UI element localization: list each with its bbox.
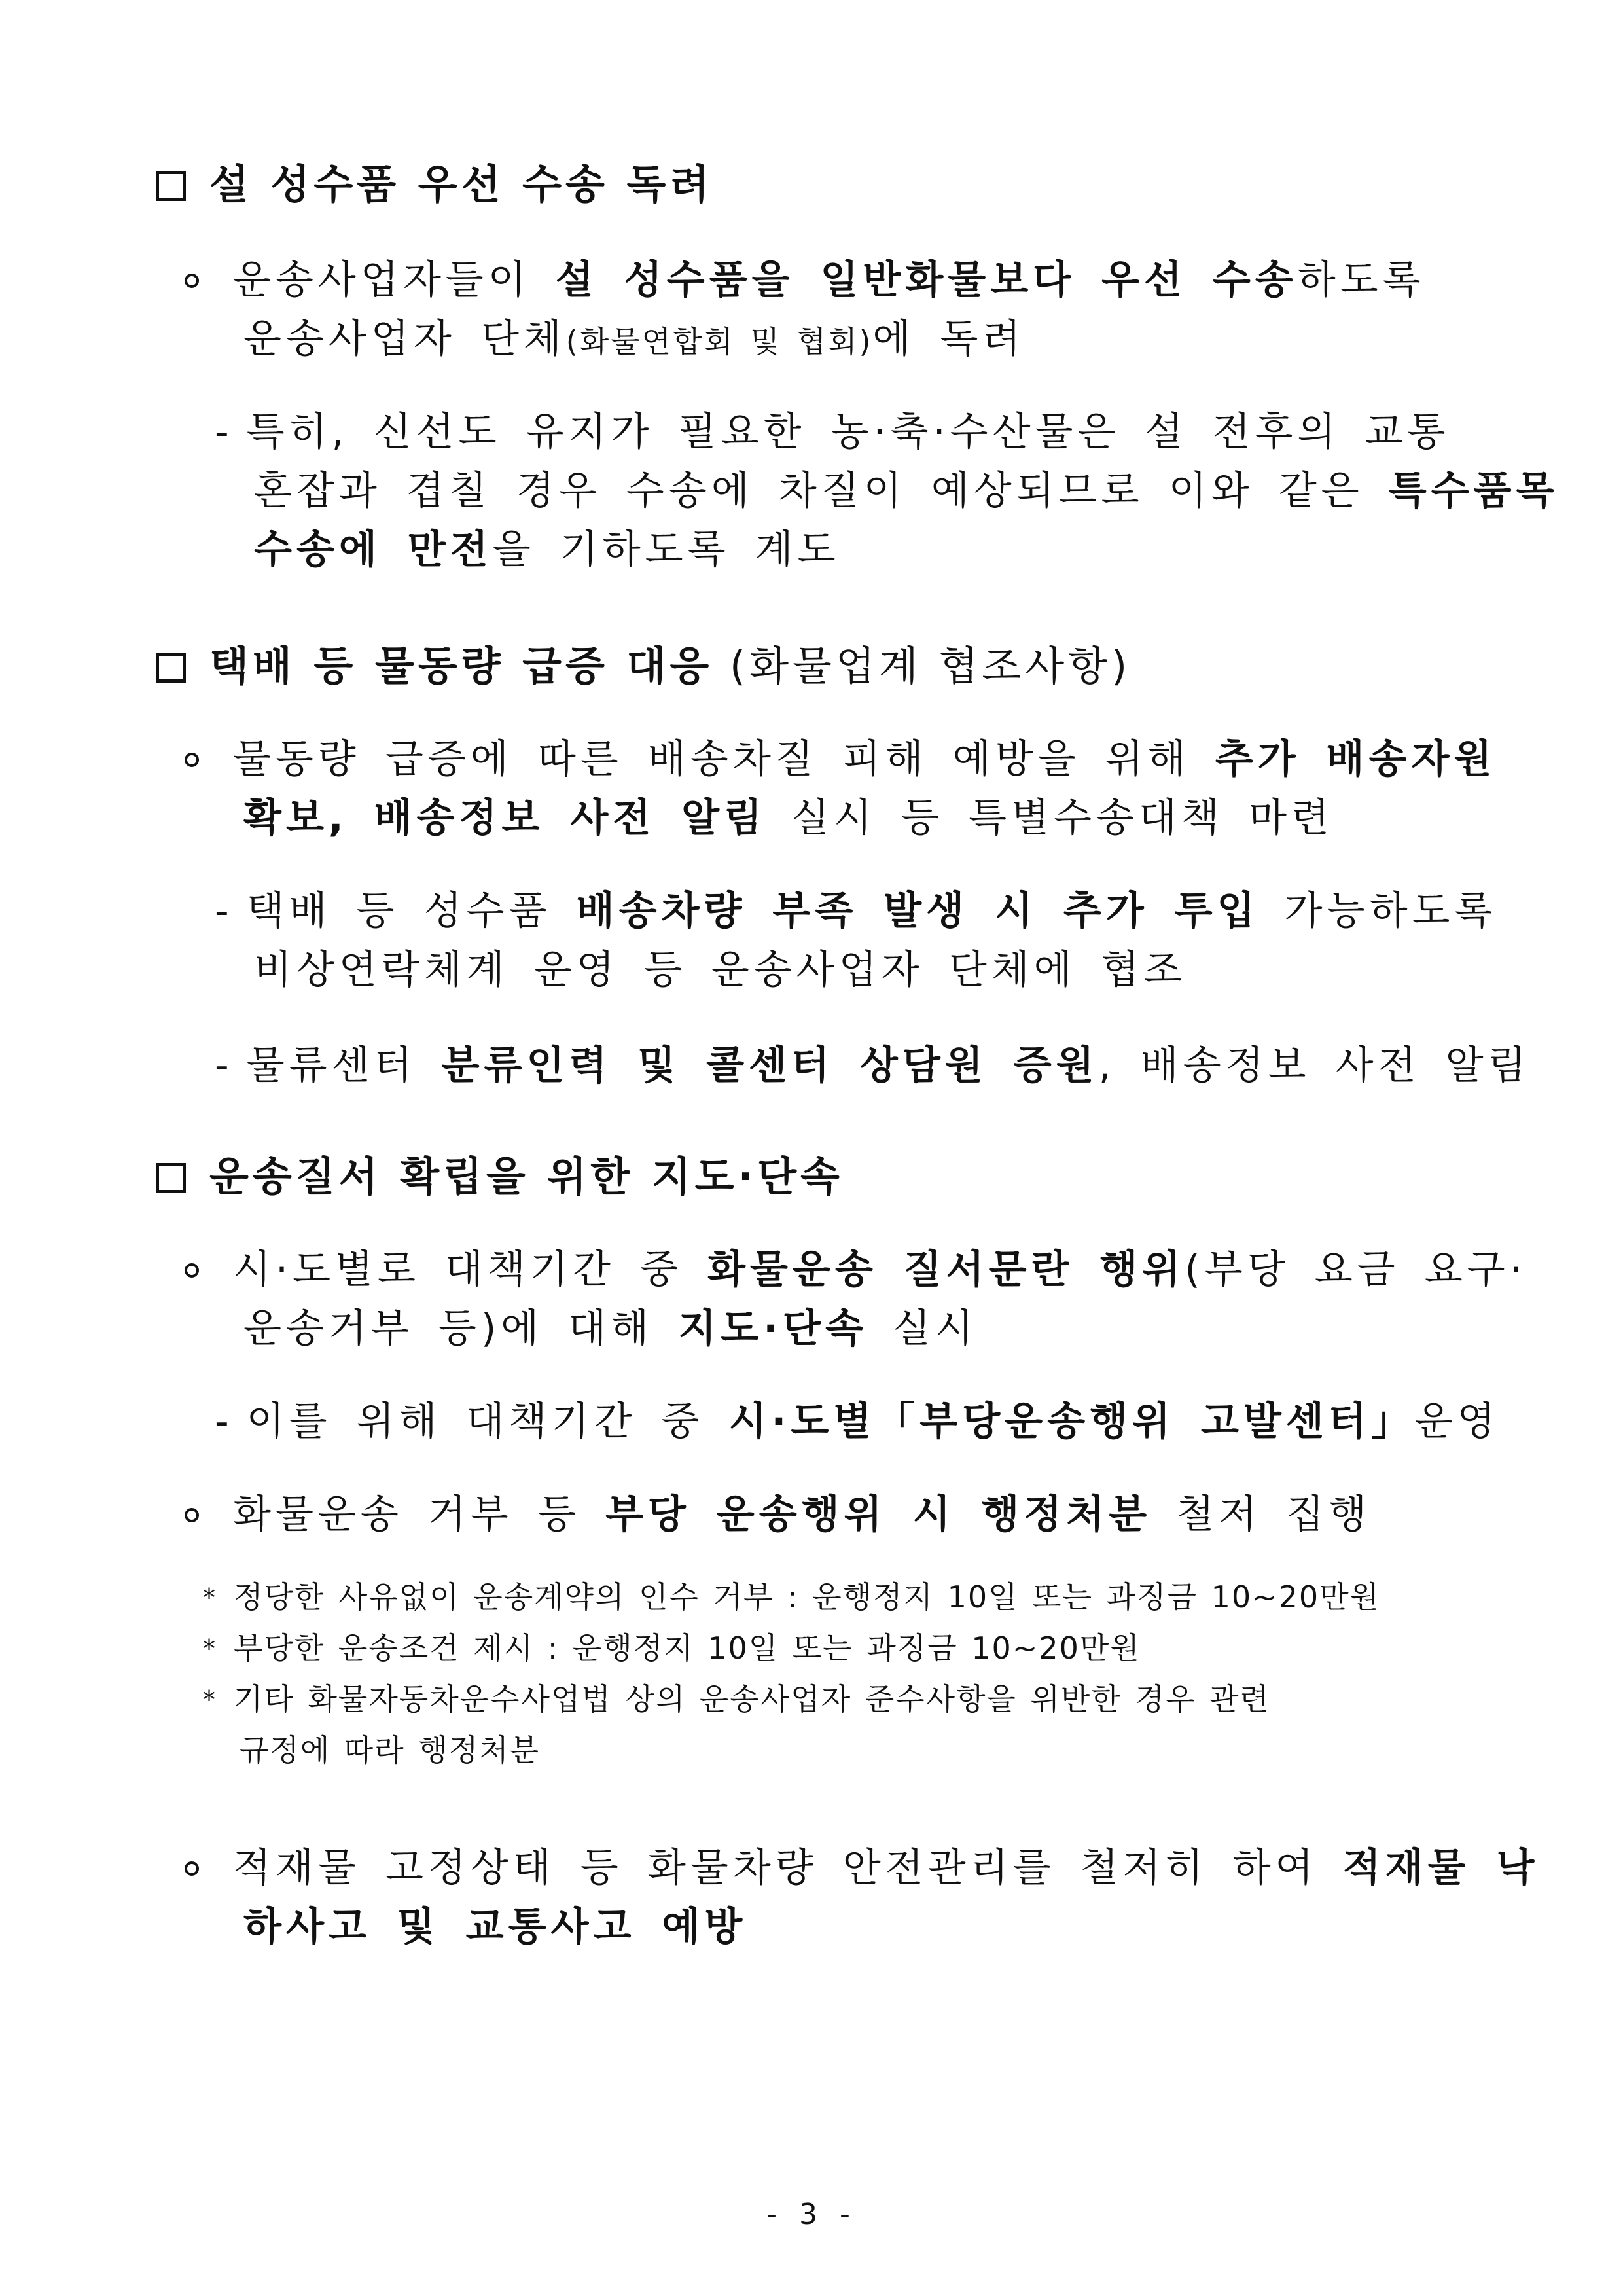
asterisk-icon: * bbox=[203, 1583, 217, 1612]
dash-bullet: - bbox=[215, 409, 234, 455]
checkbox-square-icon bbox=[156, 1163, 186, 1193]
footnote-item: * 부당한 운송조건 제시 : 운행정지 10일 또는 과징금 10~20만원 bbox=[203, 1630, 1141, 1666]
bullet-item-continuation: 하사고 및 교통사고 예방 bbox=[243, 1904, 747, 1950]
bullet-item: 적재물 고정상태 등 화물차량 안전관리를 철저히 하여 적재물 낙 bbox=[185, 1837, 1539, 1893]
bullet-item: 시·도별로 대책기간 중 화물운송 질서문란 행위(부당 요금 요구· bbox=[185, 1238, 1527, 1295]
footnote-item: * 정당한 사유없이 운송계약의 인수 거부 : 운행정지 10일 또는 과징금 10~20만원 bbox=[203, 1579, 1381, 1615]
dash-bullet: - bbox=[215, 888, 234, 934]
page-number: - 3 - bbox=[766, 2198, 857, 2231]
dash-item: - 택배 등 성수품 배송차량 부족 발생 시 추가 투입 가능하도록 bbox=[215, 888, 1497, 934]
dash-item: - 특히, 신선도 유지가 필요한 농·축·수산물은 설 전후의 교통 bbox=[215, 409, 1450, 455]
checkbox-square-icon bbox=[156, 171, 186, 201]
dash-item-continuation: 수송에 만전을 기하도록 계도 bbox=[254, 527, 840, 573]
section-title-2: 택배 등 물동량 급증 대응 (화물업계 협조사항) bbox=[156, 634, 1131, 692]
asterisk-icon: * bbox=[203, 1634, 217, 1663]
section-title-3: 운송질서 확립을 위한 지도·단속 bbox=[156, 1144, 844, 1202]
bullet-item: 화물운송 거부 등 부당 운송행위 시 행정처분 철저 집행 bbox=[185, 1483, 1371, 1539]
footnote-item: * 기타 화물자동차운수사업법 상의 운송사업자 준수사항을 위반한 경우 관련 bbox=[203, 1681, 1270, 1717]
bullet-item: 물동량 급증에 따른 배송차질 피해 예방을 위해 추가 배송자원 bbox=[185, 728, 1496, 784]
dash-item: - 이를 위해 대책기간 중 시·도별「부당운송행위 고발센터」운영 bbox=[215, 1399, 1500, 1444]
section-title-1: 설 성수품 우선 수송 독려 bbox=[156, 152, 713, 210]
bullet-item-continuation: 운송사업자 단체(화물연합회 및 협회)에 독려 bbox=[243, 316, 1026, 362]
circle-bullet-icon bbox=[185, 1508, 199, 1522]
circle-bullet-icon bbox=[185, 1263, 199, 1278]
dash-item-continuation: 혼잡과 겹칠 경우 수송에 차질이 예상되므로 이와 같은 특수품목 bbox=[254, 468, 1559, 514]
dash-item-continuation: 비상연락체계 운영 등 운송사업자 단체에 협조 bbox=[254, 947, 1186, 993]
footnote-continuation: 규정에 따라 행정처분 bbox=[240, 1732, 541, 1768]
circle-bullet-icon bbox=[185, 753, 199, 767]
bullet-item: 운송사업자들이 설 성수품을 일반화물보다 우선 수송하도록 bbox=[185, 249, 1425, 305]
circle-bullet-icon bbox=[185, 274, 199, 288]
bullet-item-continuation: 운송거부 등)에 대해 지도·단속 실시 bbox=[243, 1306, 978, 1352]
dash-bullet: - bbox=[215, 1043, 234, 1088]
checkbox-square-icon bbox=[156, 653, 186, 683]
asterisk-icon: * bbox=[203, 1685, 217, 1714]
dash-bullet: - bbox=[215, 1399, 234, 1444]
dash-item: - 물류센터 분류인력 및 콜센터 상담원 증원, 배송정보 사전 알림 bbox=[215, 1043, 1531, 1088]
circle-bullet-icon bbox=[185, 1861, 199, 1876]
bullet-item-continuation: 확보, 배송정보 사전 알림 실시 등 특별수송대책 마련 bbox=[243, 795, 1334, 841]
